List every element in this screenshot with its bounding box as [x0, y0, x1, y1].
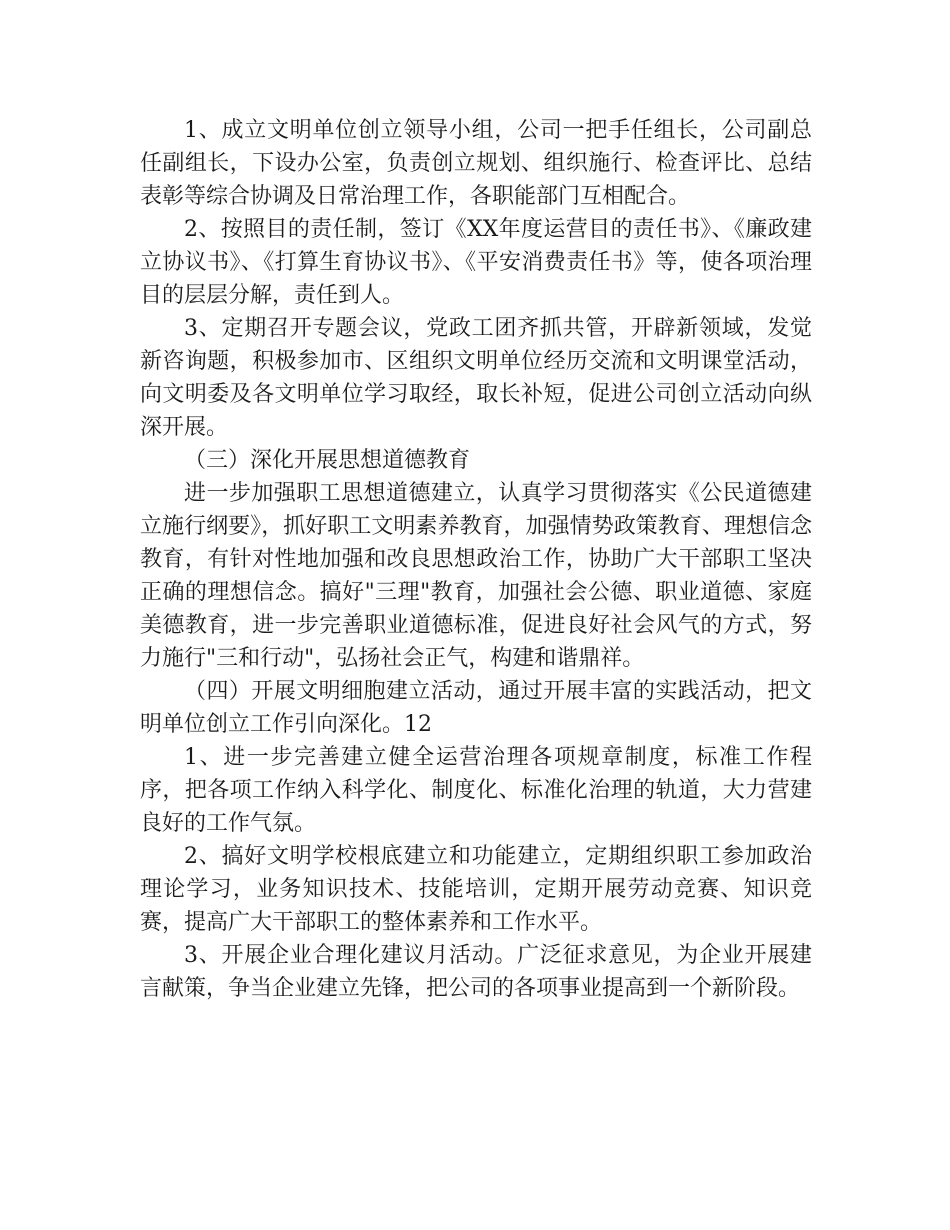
paragraph-4: 进一步加强职工思想道德建立，认真学习贯彻落实《公民道德建立施行纲要》，抓好职工文明素养教育，加强情势政策教育、理想信念教育，有针对性地加强和改良思想政治工作，协助广大干部职工坚决正确的理想信念。搞好"三理"教育，加强社会公德、职业道德、家庭美德教育，进一步完善职业道德标准，促进良好社会风气的方式，努力施行"三和行动"，弘扬社会正气，构建和谐鼎祥。	[140, 481, 812, 671]
paragraph-3: 3、定期召开专题会议，党政工团齐抓共管，开辟新领域，发觉新咨询题，积极参加市、区组织文明单位经历交流和文明课堂活动，向文明委及各文明单位学习取经，取长补短，促进公司创立活动向纵深开展。	[140, 316, 812, 440]
document-body	[140, 114, 812, 1005]
paragraph-1: 1、成立文明单位创立领导小组，公司一把手任组长，公司副总任副组长，下设办公室，负责创立规划、组织施行、检查评比、总结表彰等综合协调及日常治理工作，各职能部门互相配合。	[140, 118, 812, 209]
paragraph-5: 1、进一步完善建立健全运营治理各项规章制度，标准工作程序，把各项工作纳入科学化、制度化、标准化治理的轨道，大力营建良好的工作气氛。	[140, 745, 812, 836]
paragraph-6: 2、搞好文明学校根底建立和功能建立，定期组织职工参加政治理论学习，业务知识技术、技能培训，定期开展劳动竞赛、知识竞赛，提高广大干部职工的整体素养和工作水平。	[140, 844, 812, 935]
paragraph-7: 3、开展企业合理化建议月活动。广泛征求意见，为企业开展建言献策，争当企业建立先锋，把公司的各项事业提高到一个新阶段。	[140, 943, 812, 1001]
paragraph-2: 2、按照目的责任制，签订《XX年度运营目的责任书》、《廉政建立协议书》、《打算生育协议书》、《平安消费责任书》等，使各项治理目的层层分解，责任到人。	[140, 217, 812, 308]
section-heading-3: （三）深化开展思想道德教育	[184, 448, 471, 473]
section-heading-4: （四）开展文明细胞建立活动，通过开展丰富的实践活动，把文明单位创立工作引向深化。12	[140, 679, 812, 737]
